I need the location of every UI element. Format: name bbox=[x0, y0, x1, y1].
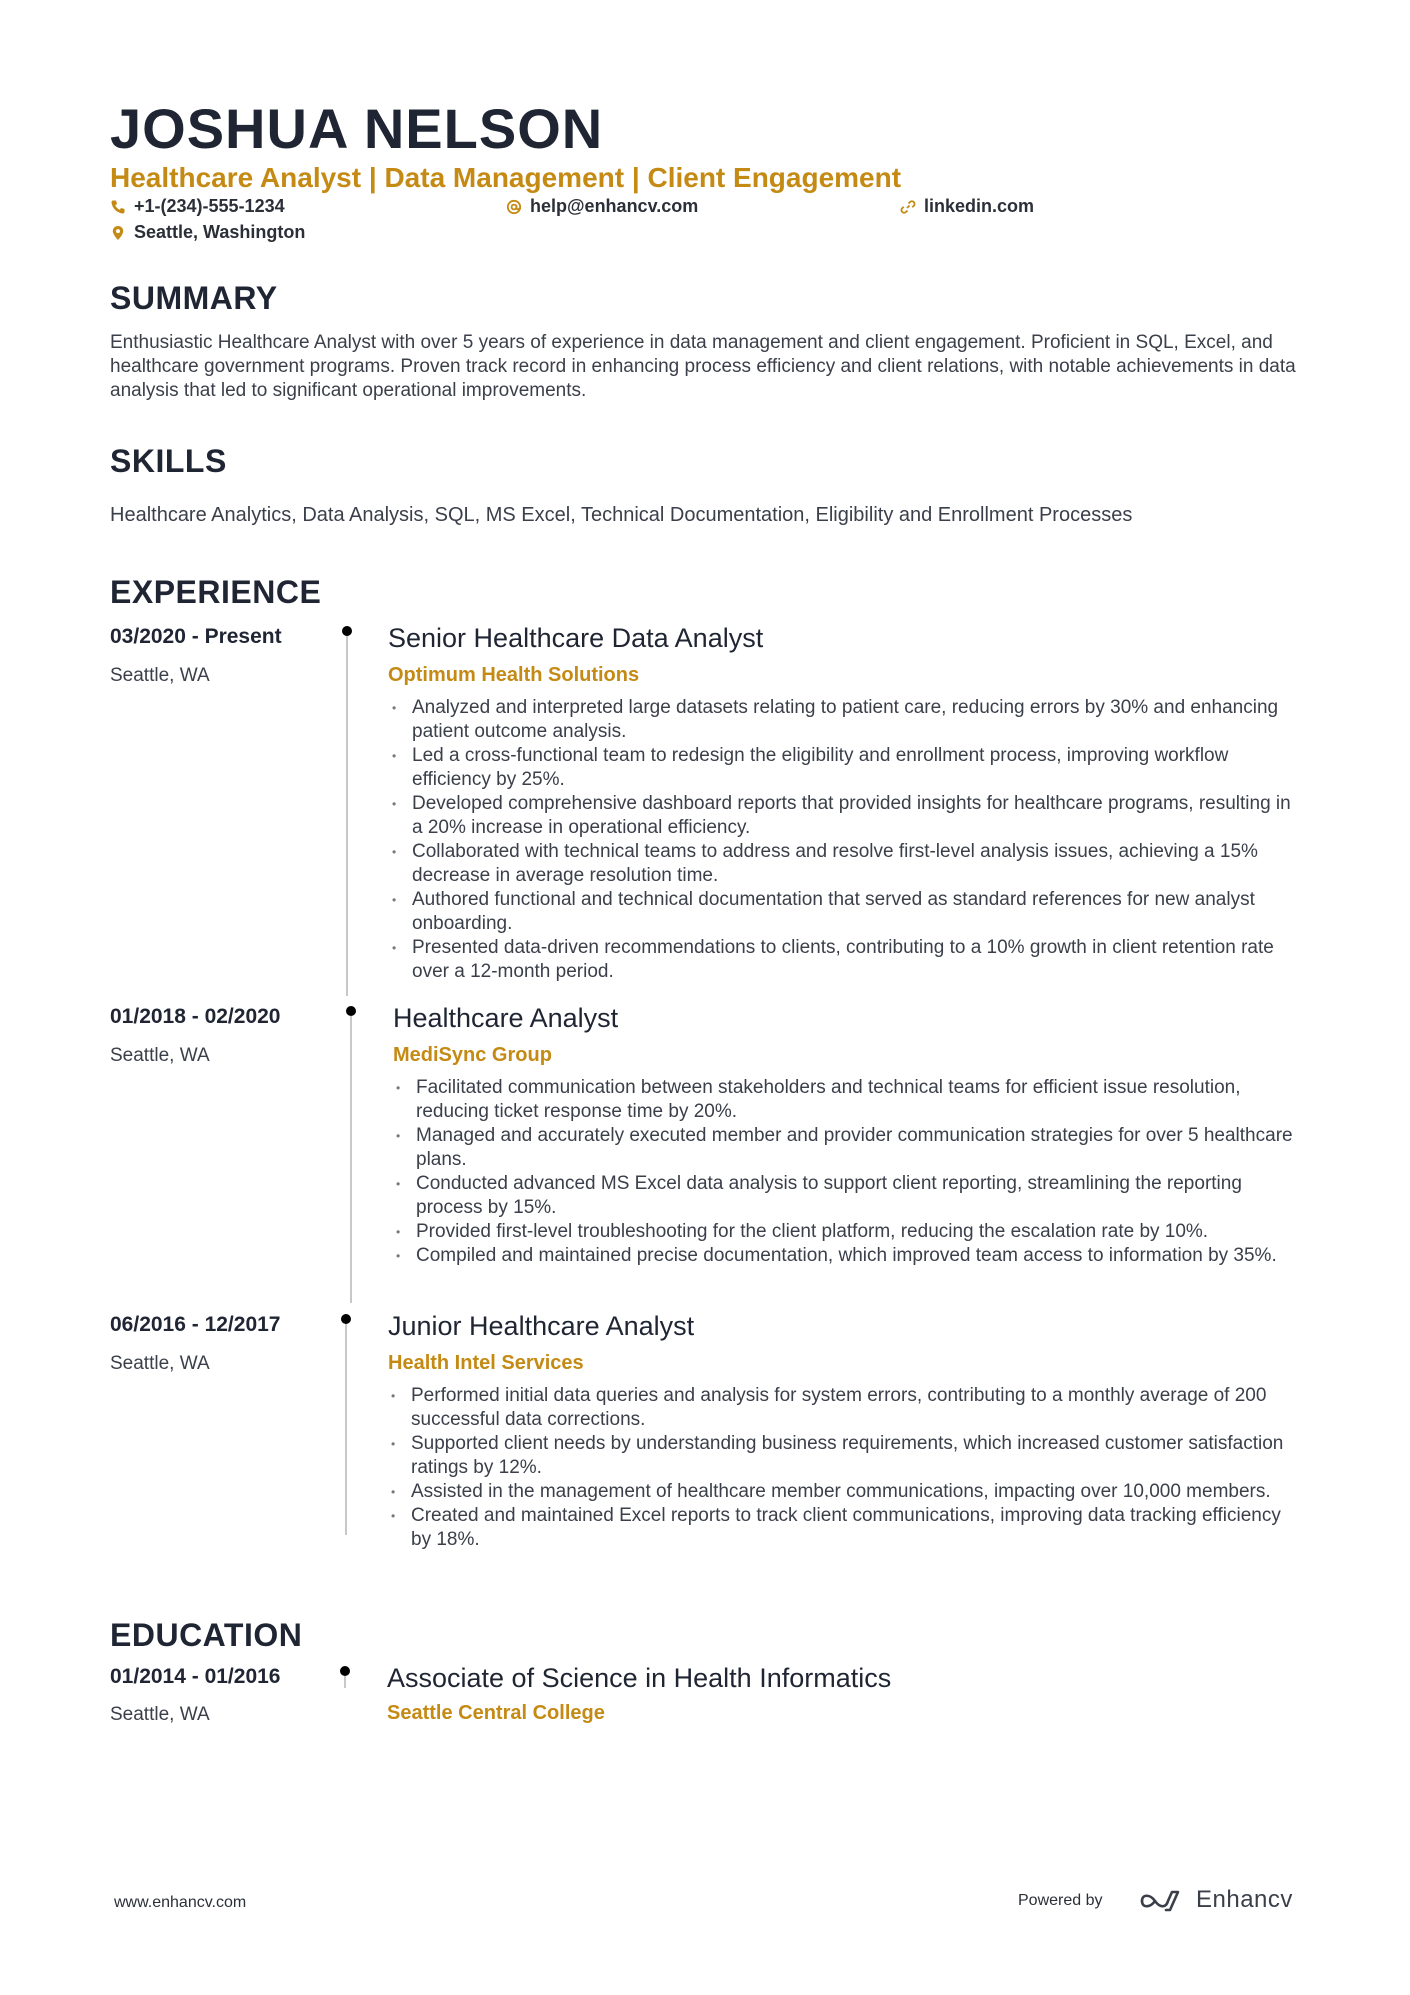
job-dates: 01/2018 - 02/2020 bbox=[110, 1005, 281, 1028]
list-item: • Authored functional and technical documentation that served as standard references for new analyst onboarding. bbox=[390, 888, 1300, 936]
brand-name: Enhancv bbox=[1196, 1886, 1293, 1913]
list-item: • Performed initial data queries and analysis for system errors, contributing to a monthly average of 200 successful data corrections. bbox=[389, 1384, 1299, 1432]
list-item: • Collaborated with technical teams to address and resolve first-level analysis issues, achieving a 15% decrease in average resolution time. bbox=[390, 840, 1300, 888]
education-dates: 01/2014 - 01/2016 bbox=[110, 1665, 281, 1688]
company-name: MediSync Group bbox=[393, 1044, 552, 1066]
candidate-name: JOSHUA NELSON bbox=[110, 97, 604, 160]
company-name: Health Intel Services bbox=[388, 1352, 584, 1374]
timeline-line bbox=[344, 1676, 346, 1688]
job-location: Seattle, WA bbox=[110, 1353, 210, 1374]
list-item: • Facilitated communication between stakeholders and technical teams for efficient issue resolution, reducing ticket response time by 20%. bbox=[394, 1076, 1304, 1124]
list-item: • Led a cross-functional team to redesign the eligibility and enrollment process, improving workflow efficiency by 25%. bbox=[390, 744, 1300, 792]
timeline-dot bbox=[341, 1314, 351, 1324]
at-icon bbox=[506, 199, 522, 215]
job-title: Junior Healthcare Analyst bbox=[388, 1311, 695, 1341]
enhancv-logo-icon bbox=[1138, 1886, 1182, 1916]
timeline-dot bbox=[340, 1666, 350, 1676]
job-bullets bbox=[394, 1076, 1304, 1268]
timeline-dot bbox=[342, 626, 352, 636]
list-item: • Analyzed and interpreted large datasets relating to patient care, reducing errors by 30% and enhancing patient outcome analysis. bbox=[390, 696, 1300, 744]
job-location: Seattle, WA bbox=[110, 1045, 210, 1066]
contact-phone bbox=[110, 196, 285, 217]
education-location: Seattle, WA bbox=[110, 1704, 210, 1725]
list-item: • Provided first-level troubleshooting for the client platform, reducing the escalation rate by 10%. bbox=[394, 1220, 1304, 1244]
job-bullets bbox=[389, 1384, 1299, 1552]
job-dates: 03/2020 - Present bbox=[110, 625, 282, 648]
list-item: • Created and maintained Excel reports to track client communications, improving data tracking efficiency by 18%. bbox=[389, 1504, 1299, 1552]
link-icon bbox=[900, 199, 916, 215]
list-item: • Supported client needs by understanding business requirements, which increased customer satisfaction ratings by 12%. bbox=[389, 1432, 1299, 1480]
experience-title: EXPERIENCE bbox=[110, 574, 322, 610]
school-name: Seattle Central College bbox=[387, 1702, 605, 1724]
timeline-dot bbox=[346, 1006, 356, 1016]
skills-title: SKILLS bbox=[110, 443, 227, 479]
degree-title: Associate of Science in Health Informatics bbox=[387, 1663, 892, 1693]
location-text: Seattle, Washington bbox=[134, 222, 306, 242]
timeline-line bbox=[345, 1324, 347, 1535]
timeline-line bbox=[346, 636, 348, 996]
contact-linkedin[interactable] bbox=[900, 196, 1034, 217]
list-item: • Conducted advanced MS Excel data analysis to support client reporting, streamlining the reporting process by 15%. bbox=[394, 1172, 1304, 1220]
phone-text: +1-(234)-555-1234 bbox=[134, 196, 285, 216]
footer-website[interactable]: www.enhancv.com bbox=[114, 1894, 247, 1911]
list-item: • Managed and accurately executed member and provider communication strategies for over 5 healthcare plans. bbox=[394, 1124, 1304, 1172]
list-item: • Developed comprehensive dashboard reports that provided insights for healthcare programs, resulting in a 20% increase in operational efficiency. bbox=[390, 792, 1300, 840]
job-dates: 06/2016 - 12/2017 bbox=[110, 1313, 281, 1336]
linkedin-text[interactable]: linkedin.com bbox=[924, 196, 1035, 216]
location-pin-icon bbox=[110, 225, 126, 241]
skills-text: Healthcare Analytics, Data Analysis, SQL, MS Excel, Technical Documentation, Eligibility and Enrollment Processes bbox=[110, 504, 1133, 526]
phone-icon bbox=[110, 199, 126, 215]
job-bullets bbox=[390, 696, 1300, 984]
job-location: Seattle, WA bbox=[110, 665, 210, 686]
list-item: • Presented data-driven recommendations to clients, contributing to a 10% growth in client retention rate over a 12-month period. bbox=[390, 936, 1300, 984]
job-title: Senior Healthcare Data Analyst bbox=[388, 623, 764, 653]
contact-email[interactable] bbox=[506, 196, 698, 217]
education-title: EDUCATION bbox=[110, 1617, 303, 1653]
company-name: Optimum Health Solutions bbox=[388, 664, 640, 686]
candidate-headline: Healthcare Analyst | Data Management | Client Engagement bbox=[110, 162, 902, 193]
email-text[interactable]: help@enhancv.com bbox=[530, 196, 699, 216]
contact-location bbox=[110, 222, 305, 243]
list-item: • Compiled and maintained precise documentation, which improved team access to information by 35%. bbox=[394, 1244, 1304, 1268]
list-item: • Assisted in the management of healthcare member communications, impacting over 10,000 members. bbox=[389, 1480, 1299, 1504]
powered-by-label: Powered by bbox=[1018, 1892, 1103, 1909]
summary-title: SUMMARY bbox=[110, 280, 278, 316]
job-title: Healthcare Analyst bbox=[393, 1003, 619, 1033]
timeline-line bbox=[350, 1016, 352, 1303]
summary-text: Enthusiastic Healthcare Analyst with over 5 years of experience in data management and client engagement. Proficient in SQL, Excel, and healthcare government programs. Proven track record in enhancing process efficiency and client relations, with notable achievements in data analysis that led to significant operational improvements. bbox=[110, 332, 1296, 401]
